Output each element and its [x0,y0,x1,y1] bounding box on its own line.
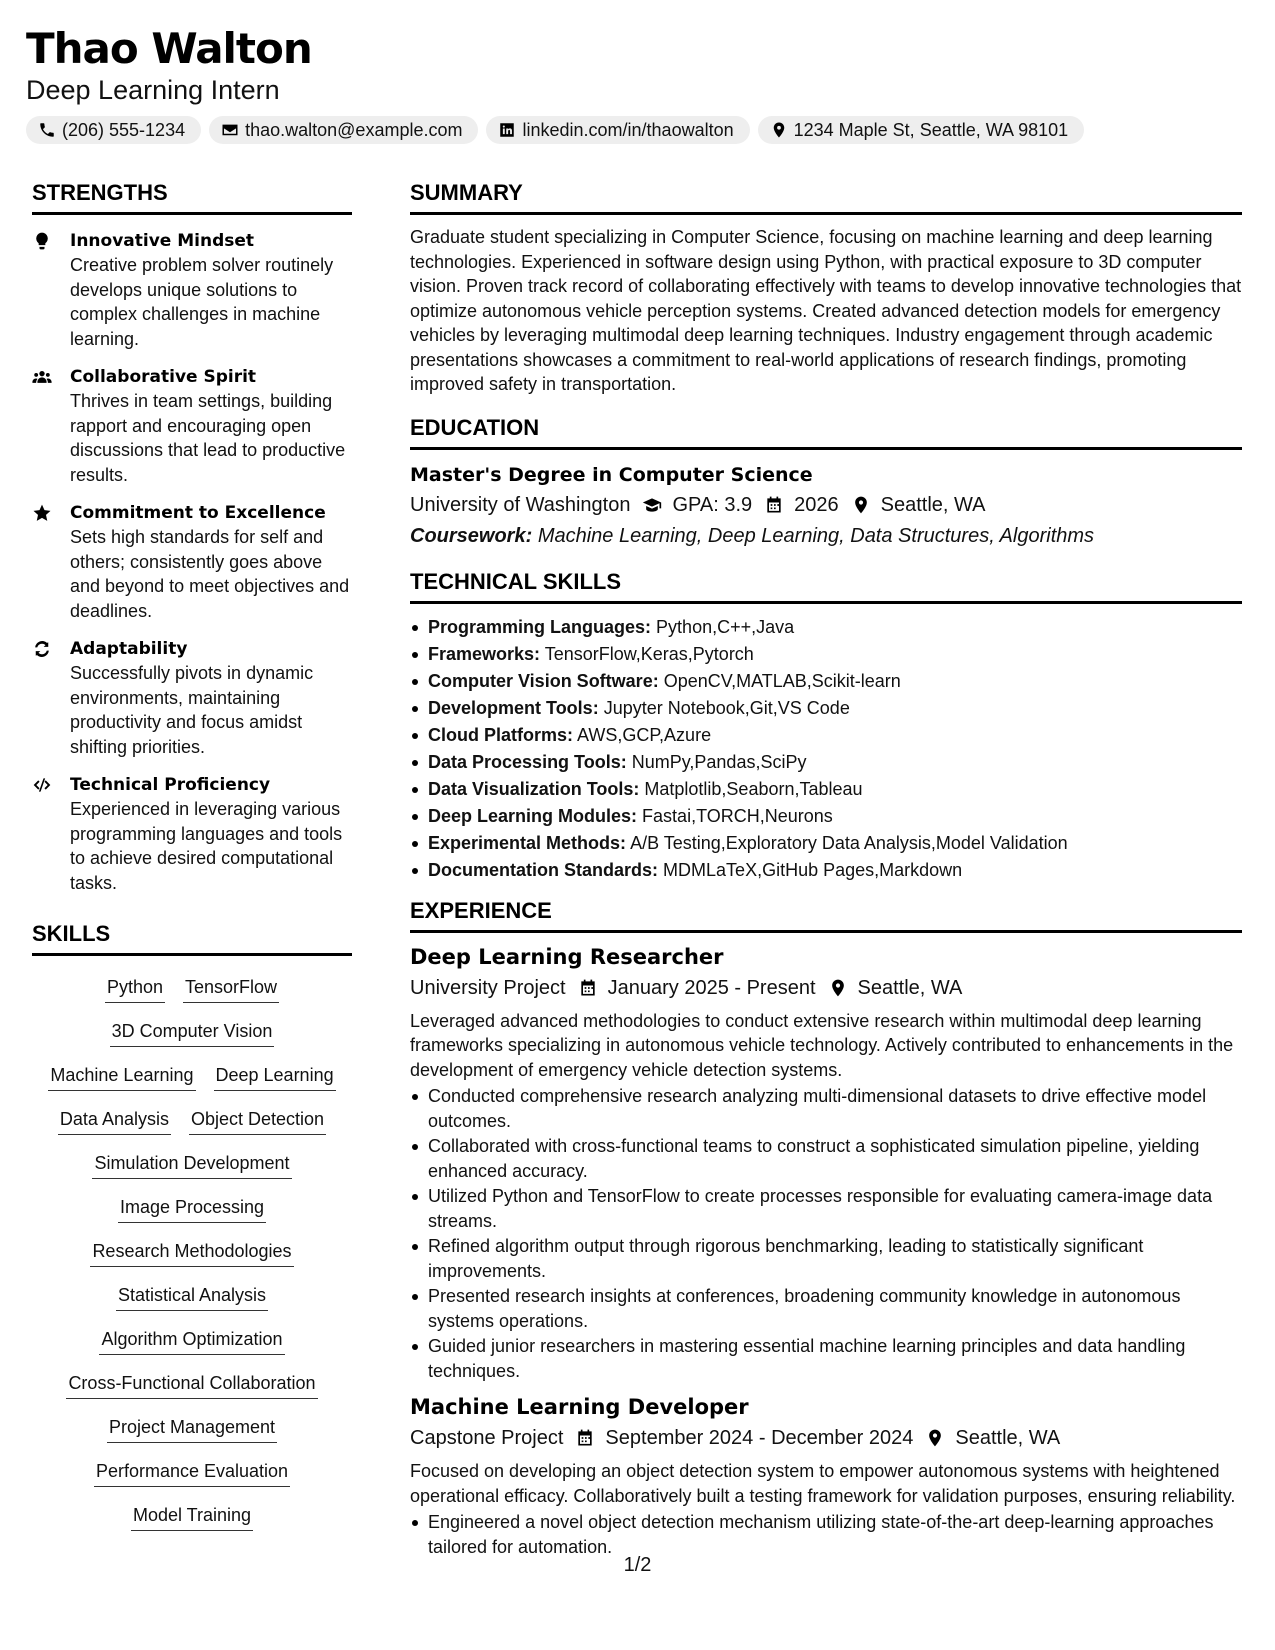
tech-value: A/B Testing,Exploratory Data Analysis,Model Validation [630,832,1068,853]
page-number: 1/2 [623,1554,652,1576]
users-icon [32,367,52,387]
strength-desc: Thrives in team settings, building rapport and encouraging open discussions that lead to productive results. [70,391,346,485]
skills-list [32,974,352,1531]
strength-item [32,365,352,487]
graduation-cap-icon [642,495,662,515]
education-degree: Master's Degree in Computer Science [410,463,813,486]
education-location: Seattle, WA [880,493,986,516]
calendar-icon [575,1428,595,1448]
candidate-name: Thao Walton [26,24,312,73]
tech-label: Cloud Platforms: [428,724,574,745]
strength-item [32,637,352,759]
location-pin-icon [828,978,848,998]
education-meta [410,490,1242,520]
envelope-icon [221,121,239,139]
refresh-icon [32,639,52,659]
skills-heading: SKILLS [32,921,352,956]
education-gpa: GPA: 3.9 [672,493,753,516]
job-location: Seattle, WA [955,1427,1061,1449]
skill-chip: Cross-Functional Collaboration [66,1370,317,1399]
job-location: Seattle, WA [857,976,963,999]
skill-chip: Data Analysis [58,1106,171,1135]
location-pin-icon [770,121,788,139]
skill-chip: Simulation Development [92,1150,291,1179]
list-item [410,695,1242,722]
strength-item [32,229,352,351]
skill-chip: TensorFlow [183,974,279,1003]
contact-address[interactable] [758,116,1085,144]
list-item: Utilized Python and TensorFlow to create processes responsible for evaluating camera-image data streams. [410,1184,1242,1233]
strength-title: Adaptability [70,639,188,659]
strength-desc: Experienced in leveraging various programming languages and tools to achieve desired computational tasks. [70,799,343,893]
list-item [410,830,1242,857]
coursework [410,521,1242,551]
tech-value: Fastai,TORCH,Neurons [642,805,833,826]
contact-address-text: 1234 Maple St, Seattle, WA 98101 [793,119,1069,140]
summary-heading: SUMMARY [410,180,1242,215]
list-item [410,857,1242,884]
skill-chip: Deep Learning [214,1062,336,1091]
star-icon [32,503,52,523]
strength-desc: Sets high standards for self and others; consistently goes above and beyond to meet objectives and deadlines. [70,527,350,621]
contact-phone[interactable] [26,116,201,144]
contact-linkedin-text: linkedin.com/in/thaowalton [522,119,734,140]
strength-title: Commitment to Excellence [70,503,326,523]
job-description: Focused on developing an object detection system to empower autonomous systems with heightened operational efficacy. Collaboratively built a testing framework for validation purposes, ensuring reliability. [410,1461,1236,1506]
list-item [410,776,1242,803]
location-pin-icon [925,1428,945,1448]
contact-bar [26,116,1246,144]
candidate-title: Deep Learning Intern [26,75,280,105]
skill-chip: Image Processing [118,1194,266,1223]
strength-title: Collaborative Spirit [70,367,257,387]
job-meta [410,1423,1242,1453]
contact-email-text: thao.walton@example.com [245,119,463,140]
list-item [410,749,1242,776]
job-entry [410,1393,1242,1559]
technical-skills-heading: TECHNICAL SKILLS [410,569,1242,604]
skill-chip: Research Methodologies [90,1238,293,1267]
list-item: Collaborated with cross-functional teams to construct a sophisticated simulation pipeline, yielding enhanced accuracy. [410,1134,1242,1183]
strength-desc: Creative problem solver routinely develops unique solutions to complex challenges in machine learning. [70,255,334,349]
strength-title: Innovative Mindset [70,231,255,251]
summary-text: Graduate student specializing in Computer Science, focusing on machine learning and deep learning technologies. Experienced in software design using Python, with practical exposure to 3D computer vision. Proven track record of collaborating effectively with teams to develop innovative technologies that optimize autonomous vehicle perception systems. Created advanced detection models for emergency vehicles by leveraging multimodal deep learning techniques. Industry engagement through academic presentations showcases a commitment to real-world applications of research findings, promoting improved safety in transportation. [410,227,1242,394]
tech-label: Computer Vision Software: [428,670,659,691]
coursework-label: Coursework: [410,524,533,547]
tech-label: Programming Languages: [428,616,652,637]
job-entry [410,943,1242,1384]
contact-email[interactable] [209,116,478,144]
tech-value: MDMLaTeX,GitHub Pages,Markdown [663,859,963,880]
job-meta [410,973,1242,1003]
tech-label: Data Processing Tools: [428,751,627,772]
tech-label: Experimental Methods: [428,832,627,853]
job-dates: September 2024 - December 2024 [605,1427,914,1449]
job-dates: January 2025 - Present [607,976,816,999]
job-org: University Project [410,976,566,999]
coursework-list: Machine Learning, Deep Learning, Data Structures, Algorithms [537,524,1095,547]
tech-value: Python,C++,Java [656,616,795,637]
list-item: Engineered a novel object detection mechanism utilizing state-of-the-art deep-learning approaches tailored for automation. [410,1510,1242,1559]
job-bullets [410,1084,1242,1383]
job-title: Machine Learning Developer [410,1395,749,1419]
tech-label: Documentation Standards: [428,859,659,880]
skill-chip: Machine Learning [48,1062,195,1091]
code-icon [32,775,52,795]
job-title: Deep Learning Researcher [410,944,724,969]
list-item [410,614,1242,641]
tech-label: Deep Learning Modules: [428,805,638,826]
contact-linkedin[interactable] [486,116,749,144]
tech-value: Jupyter Notebook,Git,VS Code [603,697,850,718]
job-description: Leveraged advanced methodologies to conduct extensive research within multimodal deep learning frameworks specializing in autonomous vehicle technology. Actively contributed to enhancements in the development of emergency vehicle detection systems. [410,1010,1234,1080]
strengths-heading: STRENGTHS [32,180,352,215]
skill-chip: Python [105,974,165,1003]
tech-value: Matplotlib,Seaborn,Tableau [644,778,863,799]
list-item: Guided junior researchers in mastering essential machine learning principles and data handling techniques. [410,1334,1242,1383]
skill-chip: Performance Evaluation [94,1458,290,1487]
tech-value: OpenCV,MATLAB,Scikit-learn [663,670,901,691]
calendar-icon [578,978,598,998]
job-org: Capstone Project [410,1427,564,1449]
education-heading: EDUCATION [410,415,1242,450]
experience-heading: EXPERIENCE [410,898,1242,933]
tech-value: TensorFlow,Keras,Pytorch [544,643,754,664]
lightbulb-icon [32,231,52,251]
linkedin-icon [498,121,516,139]
technical-skills-list [410,614,1242,884]
skill-chip: Algorithm Optimization [99,1326,284,1355]
skill-chip: Object Detection [189,1106,326,1135]
tech-label: Development Tools: [428,697,599,718]
tech-value: AWS,GCP,Azure [577,724,712,745]
list-item: Refined algorithm output through rigorous benchmarking, leading to statistically significant improvements. [410,1234,1242,1283]
location-pin-icon [851,495,871,515]
skill-chip: Project Management [107,1414,277,1443]
strength-desc: Successfully pivots in dynamic environments, maintaining productivity and focus amidst shifting priorities. [70,663,314,757]
right-column [410,180,1242,1560]
tech-label: Data Visualization Tools: [428,778,640,799]
skill-chip: Statistical Analysis [116,1282,268,1311]
strength-title: Technical Proficiency [70,775,271,795]
skill-chip: 3D Computer Vision [110,1018,275,1047]
contact-phone-text: (206) 555-1234 [62,119,186,140]
calendar-icon [764,495,784,515]
left-column [32,180,352,1531]
list-item: Conducted comprehensive research analyzing multi-dimensional datasets to drive effective model outcomes. [410,1084,1242,1133]
resume-header [26,24,1246,144]
tech-value: NumPy,Pandas,SciPy [631,751,807,772]
list-item [410,668,1242,695]
strength-item [32,501,352,623]
list-item [410,803,1242,830]
skill-chip: Model Training [131,1502,253,1531]
list-item [410,722,1242,749]
list-item [410,641,1242,668]
job-bullets [410,1510,1242,1559]
strength-item [32,773,352,895]
phone-icon [38,121,56,139]
education-school: University of Washington [410,493,631,516]
tech-label: Frameworks: [428,643,541,664]
list-item: Presented research insights at conferences, broadening community knowledge in autonomous systems operations. [410,1284,1242,1333]
education-year: 2026 [794,493,839,516]
